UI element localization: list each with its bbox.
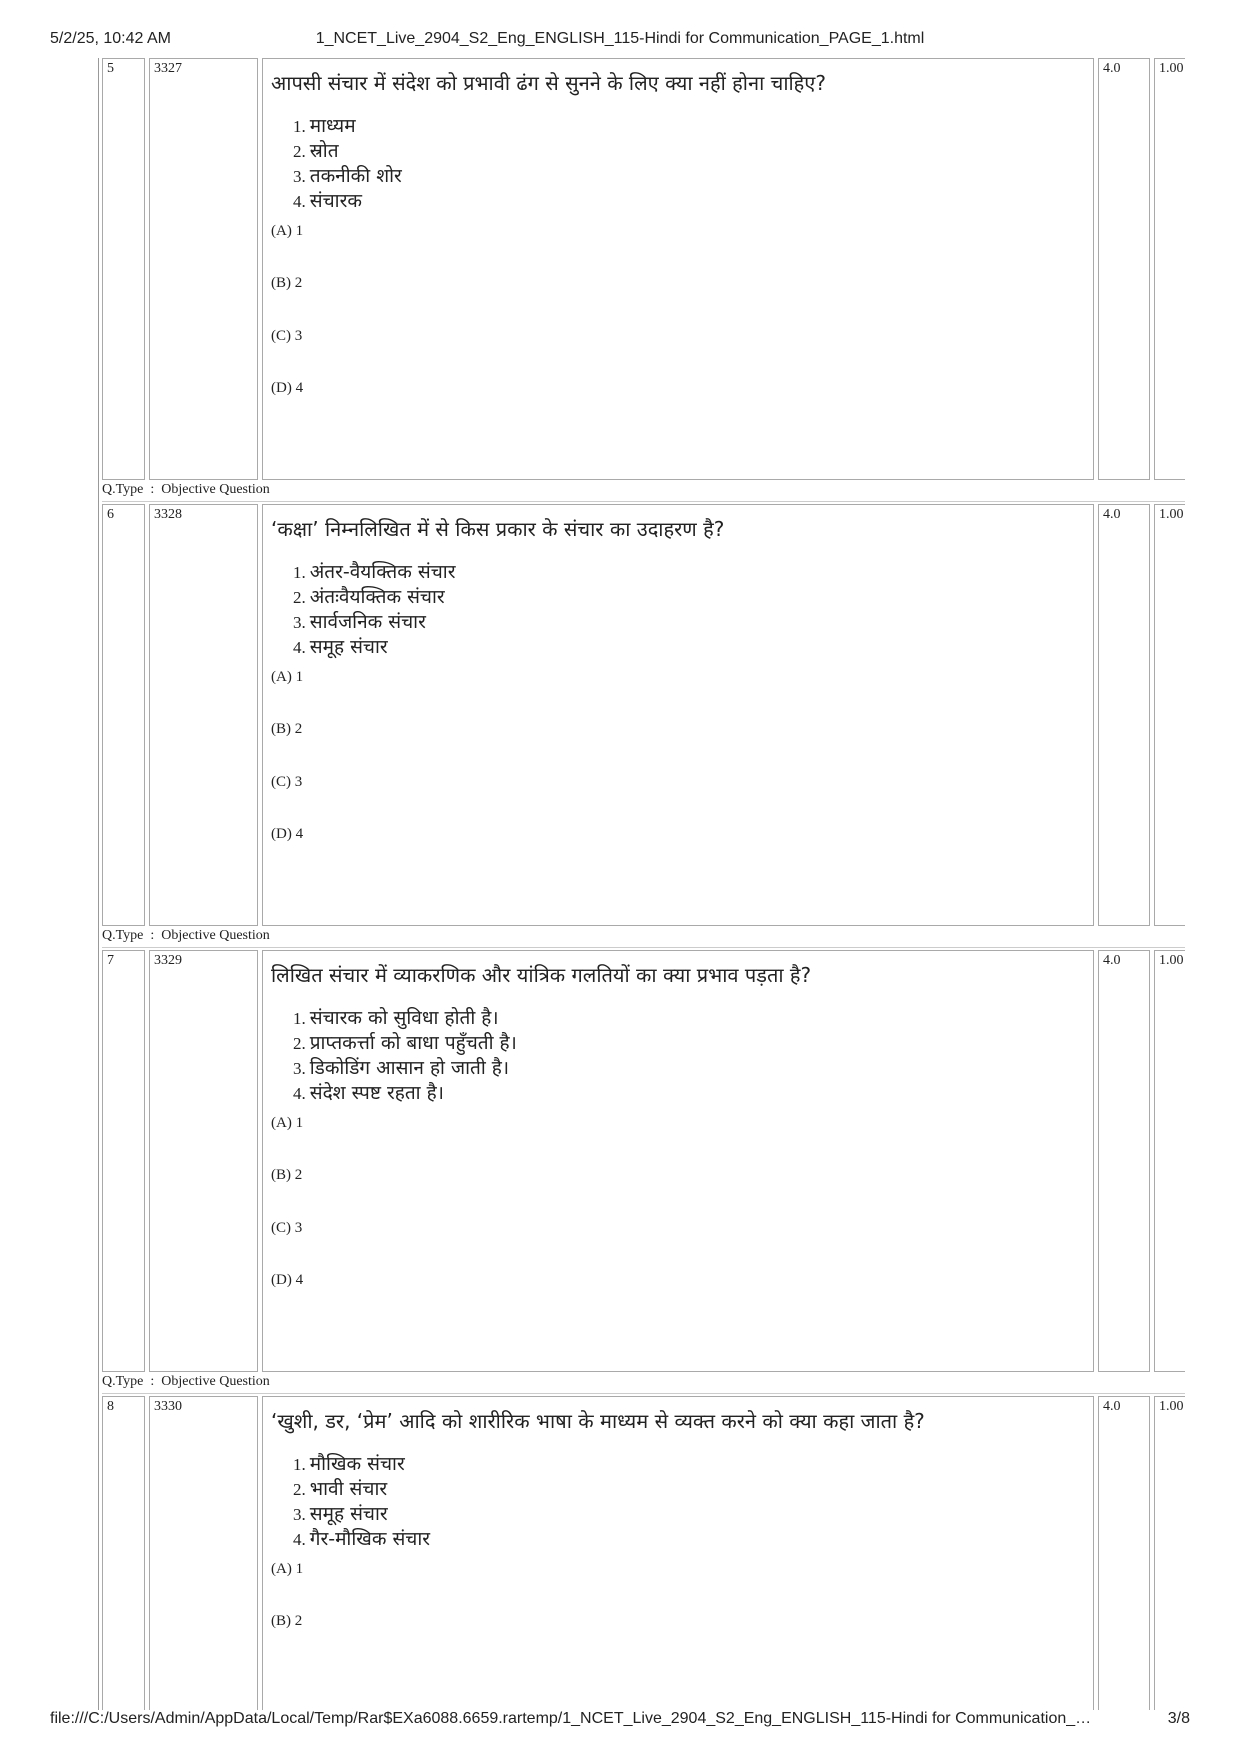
print-datetime: 5/2/25, 10:42 AM: [50, 30, 171, 47]
answer-option-b: (B) 2: [271, 1613, 303, 1629]
question-negative-marks: 1.00: [1154, 504, 1185, 926]
statement-list: [271, 1006, 1085, 1106]
statement-item: 1. मौखिक संचार: [293, 1453, 405, 1475]
answer-option-d: (D) 4: [271, 380, 304, 396]
statement-list: [271, 560, 1085, 660]
statement-list: [271, 114, 1085, 214]
question-type-label: Q.Type : Objective Question: [102, 482, 270, 497]
statement-item: 3. डिकोडिंग आसान हो जाती है।: [293, 1057, 510, 1079]
statement-item: 3. तकनीकी शोर: [293, 165, 402, 187]
question-row: [102, 58, 1185, 480]
answer-option-c: (C) 3: [271, 328, 303, 344]
question-row: [102, 950, 1185, 1372]
question-id: 3328: [149, 504, 258, 926]
question-body: [262, 1396, 1094, 1710]
print-footer: [50, 1710, 1190, 1732]
question-id: 3329: [149, 950, 258, 1372]
statement-item: 4. समूह संचार: [293, 636, 388, 658]
question-negative-marks: 1.00: [1154, 1396, 1185, 1710]
question-negative-marks: 1.00: [1154, 58, 1185, 480]
answer-option-d: (D) 4: [271, 826, 304, 842]
answer-option-a: (A) 1: [271, 669, 304, 685]
statement-item: 3. समूह संचार: [293, 1503, 388, 1525]
answer-option-c: (C) 3: [271, 774, 303, 790]
question-serial: 5: [102, 58, 145, 480]
print-page-number: 3/8: [1167, 1710, 1190, 1727]
statement-item: 2. भावी संचार: [293, 1478, 388, 1500]
question-text: लिखित संचार में व्याकरणिक और यांत्रिक गलतियों का क्या प्रभाव पड़ता है?: [271, 963, 812, 987]
print-header: [50, 30, 1190, 52]
question-row: [102, 1396, 1185, 1710]
question-type-label: Q.Type : Objective Question: [102, 1374, 270, 1389]
question-text: ‘खुशी, डर, ‘प्रेम’ आदि को शारीरिक भाषा के माध्यम से व्यक्त करने को क्या कहा जाता है?: [271, 1409, 925, 1433]
question-body: [262, 950, 1094, 1372]
statement-list: [271, 1452, 1085, 1552]
answer-option-d: (D) 4: [271, 1272, 304, 1288]
question-body: [262, 504, 1094, 926]
question-marks: 4.0: [1098, 58, 1150, 480]
answer-option-b: (B) 2: [271, 275, 303, 291]
print-page-title: 1_NCET_Live_2904_S2_Eng_ENGLISH_115-Hindi for Communication_PAGE_1.html: [315, 30, 925, 47]
statement-item: 2. प्राप्तकर्त्ता को बाधा पहुँचती है।: [293, 1032, 517, 1054]
answer-option-b: (B) 2: [271, 1167, 303, 1183]
question-row: [102, 504, 1185, 926]
print-file-url: file:///C:/Users/Admin/AppData/Local/Temp/Rar$EXa6088.6659.rartemp/1_NCET_Live_2904_S2_Eng_ENGLISH_115-Hindi for Communication_…: [50, 1710, 1092, 1727]
question-serial: 8: [102, 1396, 145, 1710]
statement-item: 4. संदेश स्पष्ट रहता है।: [293, 1082, 444, 1104]
question-id: 3327: [149, 58, 258, 480]
question-marks: 4.0: [1098, 504, 1150, 926]
row-divider: [102, 947, 1185, 948]
answer-option-a: (A) 1: [271, 1561, 304, 1577]
question-id: 3330: [149, 1396, 258, 1710]
question-marks: 4.0: [1098, 950, 1150, 1372]
answer-option-a: (A) 1: [271, 223, 304, 239]
question-sheet: [98, 58, 1185, 1710]
answer-option-c: (C) 3: [271, 1220, 303, 1236]
row-divider: [102, 501, 1185, 502]
question-body: [262, 58, 1094, 480]
question-serial: 7: [102, 950, 145, 1372]
question-serial: 6: [102, 504, 145, 926]
statement-item: 2. अंतःवैयक्तिक संचार: [293, 586, 445, 608]
row-divider: [102, 1393, 1185, 1394]
statement-item: 3. सार्वजनिक संचार: [293, 611, 426, 633]
question-negative-marks: 1.00: [1154, 950, 1185, 1372]
question-text: आपसी संचार में संदेश को प्रभावी ढंग से सुनने के लिए क्या नहीं होना चाहिए?: [271, 71, 826, 95]
question-type-label: Q.Type : Objective Question: [102, 928, 270, 943]
statement-item: 4. संचारक: [293, 190, 362, 212]
statement-item: 2. स्रोत: [293, 140, 339, 162]
question-marks: 4.0: [1098, 1396, 1150, 1710]
statement-item: 4. गैर-मौखिक संचार: [293, 1528, 431, 1550]
answer-option-a: (A) 1: [271, 1115, 304, 1131]
table-border: [98, 58, 99, 1710]
answer-option-b: (B) 2: [271, 721, 303, 737]
statement-item: 1. माध्यम: [293, 115, 356, 137]
statement-item: 1. अंतर-वैयक्तिक संचार: [293, 561, 456, 583]
statement-item: 1. संचारक को सुविधा होती है।: [293, 1007, 499, 1029]
question-text: ‘कक्षा’ निम्नलिखित में से किस प्रकार के संचार का उदाहरण है?: [271, 517, 725, 541]
